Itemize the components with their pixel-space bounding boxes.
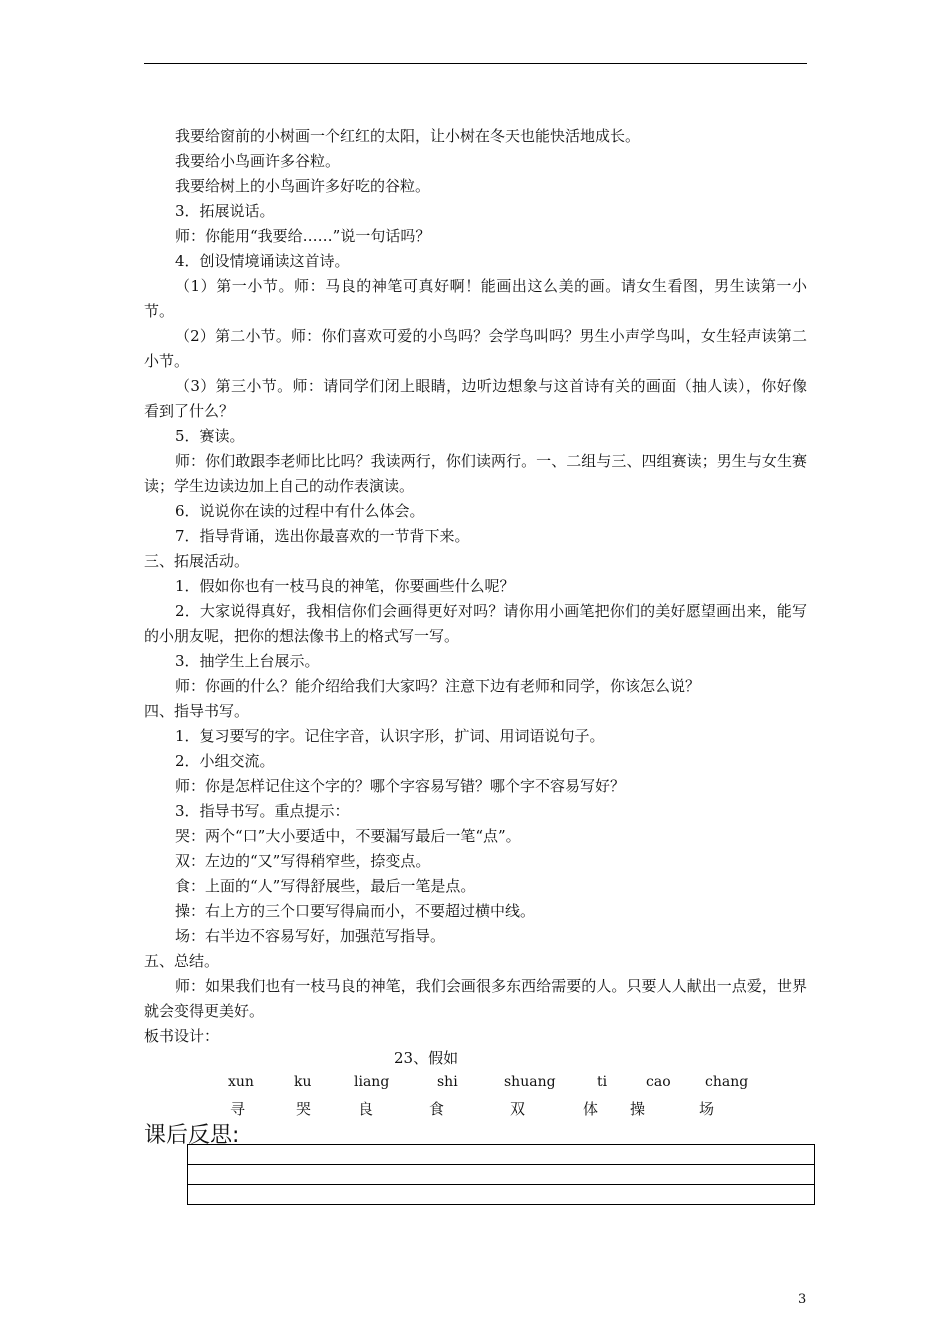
text-line: 操：右上方的三个口要写得扁而小，不要超过横中线。 (175, 902, 536, 920)
hanzi-item: 哭 (296, 1100, 312, 1118)
board-title: 23、假如 (394, 1049, 459, 1067)
table-row (188, 1185, 815, 1205)
paragraph: 师：你们敢跟李老师比比吗？我读两行，你们读两行。一、二组与三、四组赛读；男生与女生赛读；学生边读边加上自己的动作表演读。 (144, 452, 807, 495)
step-heading: 6．说说你在读的过程中有什么体会。 (175, 502, 425, 520)
section-heading: 四、指导书写。 (144, 702, 250, 720)
text-line: 师：你画的什么？能介绍给我们大家吗？注意下边有老师和同学，你该怎么说？ (175, 677, 701, 695)
step-heading: 3．拓展说话。 (175, 202, 275, 220)
reflection-cell[interactable] (188, 1165, 815, 1185)
paragraph: （3）第三小节。师：请同学们闭上眼睛，边听边想象与这首诗有关的画面（抽人读），你好像看到了什么？ (144, 377, 807, 420)
board-design-label: 板书设计： (144, 1027, 220, 1045)
reflection-table (187, 1144, 815, 1205)
paragraph: 师：如果我们也有一枝马良的神笔，我们会画很多东西给需要的人。只要人人献出一点爱，世界就会变得更美好。 (144, 977, 807, 1020)
pinyin-item: liang (354, 1074, 390, 1090)
pinyin-item: cao (646, 1074, 671, 1090)
header-rule (144, 63, 807, 64)
text-line: 3．抽学生上台展示。 (175, 652, 320, 670)
reflection-cell[interactable] (188, 1185, 815, 1205)
table-row (188, 1145, 815, 1165)
table-row (188, 1165, 815, 1185)
reflection-cell[interactable] (188, 1145, 815, 1165)
hanzi-item: 体 (583, 1100, 599, 1118)
hanzi-item: 良 (358, 1100, 374, 1118)
step-heading: 5．赛读。 (175, 427, 245, 445)
text-line: 1．假如你也有一枝马良的神笔，你要画些什么呢？ (175, 577, 515, 595)
lesson-body (144, 124, 807, 1049)
hanzi-item: 场 (699, 1100, 715, 1118)
pinyin-item: ti (597, 1074, 608, 1090)
hanzi-item: 食 (429, 1100, 445, 1118)
text-line: 师：你是怎样记住这个字的？哪个字容易写错？哪个字不容易写好？ (175, 777, 626, 795)
page-number: 3 (798, 1292, 807, 1307)
hanzi-item: 双 (510, 1100, 526, 1118)
text-line: 双：左边的“又”写得稍窄些，捺变点。 (175, 852, 431, 870)
text-line: 2．小组交流。 (175, 752, 275, 770)
pinyin-item: xun (228, 1074, 254, 1090)
text-line: 我要给树上的小鸟画许多好吃的谷粒。 (175, 177, 431, 195)
text-line: 场：右半边不容易写好，加强范写指导。 (175, 927, 446, 945)
text-line: 3．指导书写。重点提示： (175, 802, 350, 820)
text-line: 我要给窗前的小树画一个红红的太阳，让小树在冬天也能快活地成长。 (175, 127, 641, 145)
hanzi-item: 操 (630, 1100, 646, 1118)
paragraph: （1）第一小节。师：马良的神笔可真好啊！能画出这么美的画。请女生看图，男生读第一小节。 (144, 277, 807, 320)
section-heading: 三、拓展活动。 (144, 552, 250, 570)
text-line: 食：上面的“人”写得舒展些，最后一笔是点。 (175, 877, 476, 895)
text-line: 师：你能用“我要给……”说一句话吗？ (175, 227, 431, 245)
paragraph: 2．大家说得真好，我相信你们会画得更好对吗？请你用小画笔把你们的美好愿望画出来，能写的小朋友呢，把你的想法像书上的格式写一写。 (144, 602, 807, 645)
text-line: 哭：两个“口”大小要适中，不要漏写最后一笔“点”。 (175, 827, 521, 845)
paragraph: （2）第二小节。师：你们喜欢可爱的小鸟吗？会学鸟叫吗？男生小声学鸟叫，女生轻声读第二小节。 (144, 327, 807, 370)
pinyin-item: shi (437, 1074, 458, 1090)
section-heading: 五、总结。 (144, 952, 220, 970)
pinyin-item: shuang (504, 1074, 556, 1090)
text-line: 1．复习要写的字。记住字音，认识字形，扩词、用词语说句子。 (175, 727, 605, 745)
reflection-title: 课后反思: (144, 1123, 240, 1148)
step-heading: 7．指导背诵，选出你最喜欢的一节背下来。 (175, 527, 470, 545)
step-heading: 4．创设情境诵读这首诗。 (175, 252, 350, 270)
pinyin-item: ku (294, 1074, 312, 1090)
hanzi-item: 寻 (230, 1100, 246, 1118)
pinyin-item: chang (705, 1074, 749, 1090)
text-line: 我要给小鸟画许多谷粒。 (175, 152, 341, 170)
